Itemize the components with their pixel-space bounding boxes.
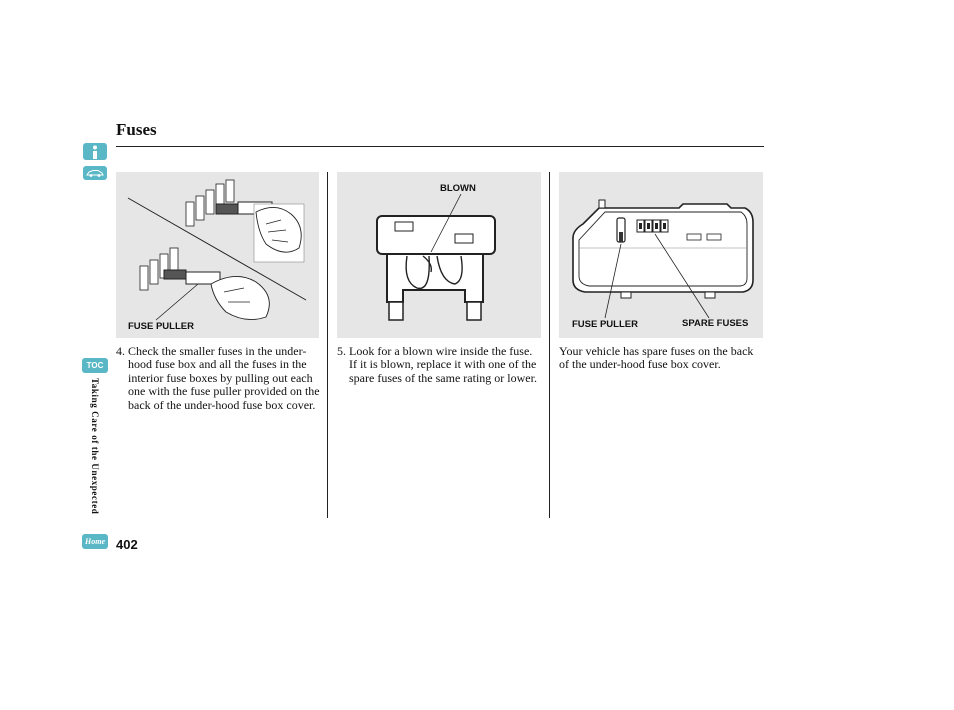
title-rule bbox=[116, 146, 764, 147]
home-button[interactable] bbox=[82, 534, 108, 549]
section-title: Taking Care of the Unexpected bbox=[90, 378, 100, 515]
step-text: Look for a blown wire inside the fuse. If it is blown, replace it with one of the spare fuses of the same rating or lower. bbox=[349, 344, 537, 385]
blown-fuse-illustration bbox=[337, 172, 541, 338]
car-icon bbox=[85, 168, 105, 178]
fuse-box-cover-illustration bbox=[559, 172, 763, 338]
toc-button[interactable] bbox=[82, 358, 108, 373]
step-5 bbox=[337, 345, 543, 385]
figure-fuse-puller bbox=[116, 172, 319, 338]
figure-label: BLOWN bbox=[440, 183, 476, 194]
column-divider bbox=[549, 172, 550, 518]
toc-label: TOC bbox=[86, 361, 104, 370]
fuse-puller-illustration bbox=[116, 172, 319, 338]
page-title: Fuses bbox=[116, 120, 157, 139]
home-label: Home bbox=[85, 537, 105, 546]
info-icon bbox=[90, 145, 100, 159]
spare-fuses-note: Your vehicle has spare fuses on the back of the under-hood fuse box cover. bbox=[559, 344, 754, 372]
figure-blown-fuse bbox=[337, 172, 541, 338]
column-divider bbox=[327, 172, 328, 518]
figure-fuse-box-cover bbox=[559, 172, 763, 338]
step-text: Check the smaller fuses in the under-hood fuse box and all the fuses in the interior fuse boxes by pulling out each one with the fuse puller provided on the back of the under-hood fuse box cover. bbox=[128, 344, 320, 412]
figure-label: FUSE PULLER bbox=[128, 321, 194, 332]
figure-label: FUSE PULLER bbox=[572, 319, 638, 330]
step-number: 4. bbox=[116, 344, 125, 358]
vehicle-button[interactable] bbox=[83, 166, 107, 180]
page-number: 402 bbox=[116, 537, 138, 552]
step-4 bbox=[116, 345, 320, 412]
info-button[interactable] bbox=[83, 143, 107, 160]
step-number: 5. bbox=[337, 344, 346, 358]
figure-label: SPARE FUSES bbox=[682, 318, 749, 329]
